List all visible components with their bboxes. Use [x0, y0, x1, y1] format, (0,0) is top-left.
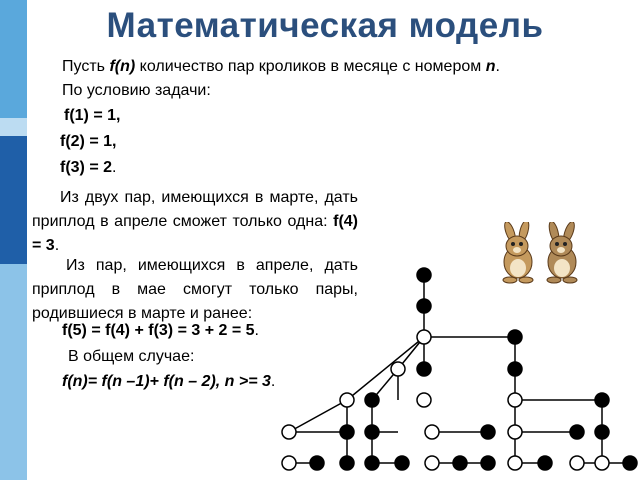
- formula-f1: f(1) = 1,: [64, 107, 121, 124]
- general-case-label: В общем случае:: [68, 348, 195, 365]
- formula-general: f(n)= f(n –1)+ f(n – 2), n >= 3.: [62, 373, 276, 390]
- page-title: Математическая модель: [106, 6, 544, 45]
- formula-f3: f(3) = 2.: [60, 159, 117, 176]
- condition-label: По условию задачи:: [62, 82, 211, 99]
- definition-line: Пусть f(n) количество пар кроликов в месяце с номером n.: [62, 58, 500, 75]
- paragraph-april: Из двух пар, имеющихся в марте, дать приплод в апреле сможет только одна: f(4) = 3.: [32, 189, 358, 254]
- formula-f2: f(2) = 1,: [60, 133, 117, 150]
- formula-f5: f(5) = f(4) + f(3) = 3 + 2 = 5.: [62, 322, 259, 339]
- paragraph-may: Из пар, имеющихся в апреле, дать приплод в мае смогут только пары, родившиеся в марте и ранее:: [32, 257, 358, 322]
